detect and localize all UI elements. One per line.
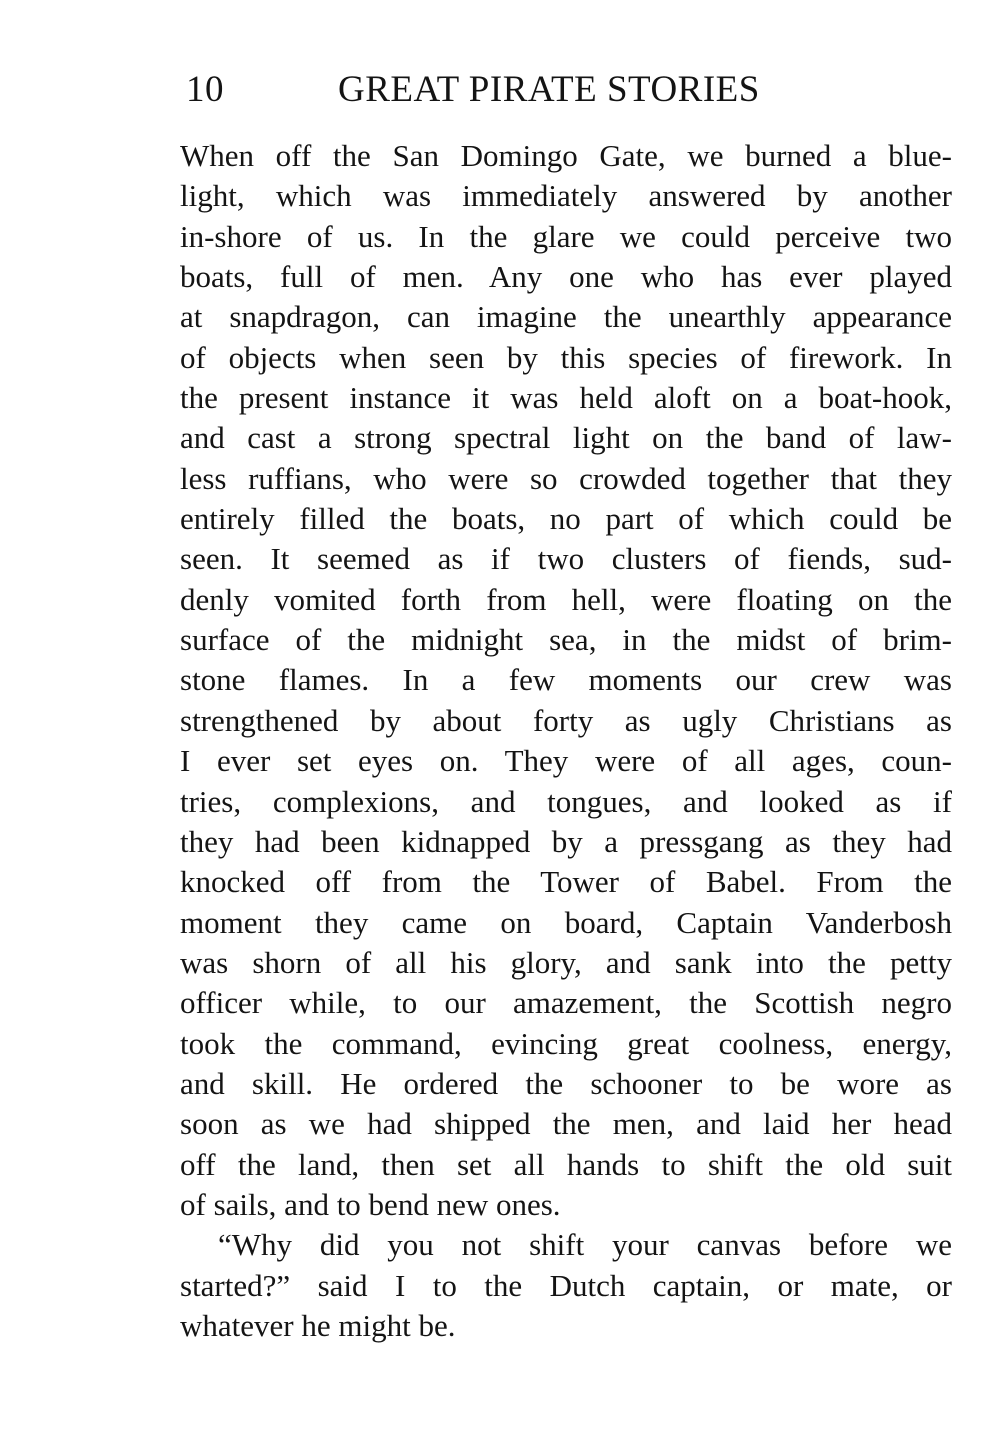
text-line: I ever set eyes on. They were of all ages, coun- (180, 743, 952, 779)
text-line: in-shore of us. In the glare we could perceive two (180, 218, 952, 254)
text-line: and skill. He ordered the schooner to be wore as (180, 1065, 952, 1101)
body-text (180, 136, 952, 1346)
text-line: light, which was immediately answered by another (180, 178, 952, 214)
text-line: moment they came on board, Captain Vanderbosh (180, 904, 952, 940)
text-line: took the command, evincing great coolness, energy, (180, 1025, 952, 1061)
text-line: they had been kidnapped by a pressgang as they had (180, 823, 952, 859)
text-line: strengthened by about forty as ugly Christians as (180, 702, 952, 738)
text-line: and cast a strong spectral light on the band of law- (180, 420, 952, 456)
paragraph-end-line: of sails, and to bend new ones. (180, 1186, 561, 1222)
text-line: at snapdragon, can imagine the unearthly appearance (180, 299, 952, 335)
text-line: When off the San Domingo Gate, we burned a blue- (180, 138, 952, 173)
text-line: less ruffians, who were so crowded together that they (180, 460, 952, 496)
text-line: stone flames. In a few moments our crew was (180, 662, 952, 698)
text-line: started?” said I to the Dutch captain, or mate, or (180, 1267, 952, 1303)
paragraph-end-line: whatever he might be. (180, 1307, 456, 1343)
text-line: the present instance it was held aloft on a boat-hook, (180, 380, 952, 416)
text-line: off the land, then set all hands to shift the old suit (180, 1146, 952, 1182)
running-head (186, 66, 806, 114)
text-line: boats, full of men. Any one who has ever played (180, 259, 952, 295)
page-number: 10 (186, 69, 224, 110)
running-title: GREAT PIRATE STORIES (338, 69, 760, 110)
text-line: knocked off from the Tower of Babel. From the (180, 864, 952, 900)
text-line: surface of the midnight sea, in the midst of brim- (180, 622, 952, 658)
text-line: officer while, to our amazement, the Scottish negro (180, 985, 952, 1021)
text-line: seen. It seemed as if two clusters of fiends, sud- (180, 541, 952, 577)
text-line: of objects when seen by this species of firework. In (180, 339, 952, 375)
text-line: soon as we had shipped the men, and laid her head (180, 1106, 952, 1142)
text-line: denly vomited forth from hell, were floating on the (180, 581, 952, 617)
text-line: entirely filled the boats, no part of which could be (180, 501, 952, 537)
text-line: tries, complexions, and tongues, and looked as if (180, 783, 952, 819)
text-line: was shorn of all his glory, and sank into the petty (180, 944, 952, 980)
paragraph-start-line: “Why did you not shift your canvas before we (218, 1227, 952, 1263)
